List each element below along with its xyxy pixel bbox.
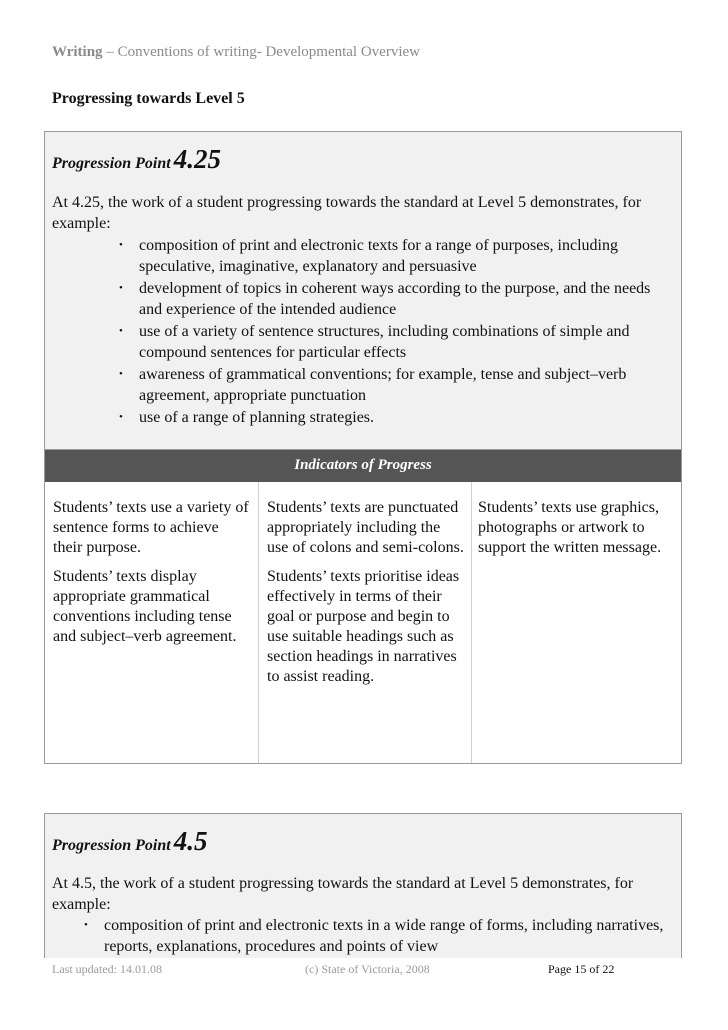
indicators-title: Indicators of Progress: [294, 457, 432, 473]
indicator-text: Students’ texts use graphics, photographs or artwork to support the written message.: [478, 499, 662, 556]
bullet-icon: •: [119, 411, 123, 423]
bullet-item: • composition of print and electronic texts for a range of purposes, including speculative, imaginative, explanatory and persuasive: [119, 237, 618, 275]
bullet-icon: •: [119, 282, 123, 294]
progression-point-bullet-list: [84, 915, 674, 958]
progression-point-label: Progression Point: [52, 837, 171, 854]
indicator-text: Students’ texts are punctuated appropriately including the use of colons and semi-colons.: [267, 499, 464, 556]
footer-page-number: Page 15 of 22: [548, 962, 615, 976]
bullet-icon: •: [119, 368, 123, 380]
indicator-text: Students’ texts use a variety of sentence forms to achieve their purpose.: [53, 499, 249, 556]
progression-point-number: 4.25: [173, 144, 221, 174]
indicators-column-3: [472, 482, 681, 763]
bullet-item: • use of a variety of sentence structures, including combinations of simple and compound sentences for particular effects: [119, 323, 630, 361]
progression-point-4-5-box: [44, 813, 682, 958]
bullet-icon: •: [84, 919, 88, 931]
indicators-of-progress-bar: [44, 450, 682, 482]
progression-point-label: Progression Point: [52, 155, 171, 172]
level-heading: Progressing towards Level 5: [52, 90, 245, 107]
progression-point-4-25-box: [44, 131, 682, 450]
bullet-item: • awareness of grammatical conventions; for example, tense and subject–verb agreement, appropriate punctuation: [119, 366, 627, 404]
header-subtitle: – Conventions of writing- Developmental Overview: [102, 44, 420, 60]
progression-point-title: [52, 144, 221, 175]
progression-point-title: [52, 826, 207, 857]
indicator-text: Students’ texts prioritise ideas effectively in terms of their goal or purpose and begin to use suitable headings such as section headings in narratives to assist reading.: [267, 568, 460, 685]
indicators-column-1: [45, 482, 259, 763]
indicators-column-2: [259, 482, 472, 763]
progression-point-number: 4.5: [173, 826, 208, 856]
footer-copyright: (c) State of Victoria, 2008: [305, 962, 430, 976]
bullet-icon: •: [119, 325, 123, 337]
document-header: [52, 44, 420, 61]
indicators-table: [44, 482, 682, 764]
indicator-text: Students’ texts display appropriate grammatical conventions including tense and subject–verb agreement.: [53, 568, 237, 645]
bullet-item: • development of topics in coherent ways according to the purpose, and the needs and experience of the intended audience: [119, 280, 651, 318]
progression-point-bullet-list: [119, 235, 669, 429]
progression-point-intro: At 4.25, the work of a student progressing towards the standard at Level 5 demonstrates, for example:: [52, 194, 642, 232]
footer-last-updated: Last updated: 14.01.08: [52, 962, 162, 976]
header-writing: Writing: [52, 44, 103, 60]
bullet-item: • composition of print and electronic texts in a wide range of forms, including narratives, reports, explanations, procedures and points of view: [84, 917, 664, 955]
bullet-item: • use of a range of planning strategies.: [119, 409, 375, 426]
bullet-icon: •: [119, 239, 123, 251]
progression-point-intro: At 4.5, the work of a student progressing towards the standard at Level 5 demonstrates, for example:: [52, 875, 634, 913]
